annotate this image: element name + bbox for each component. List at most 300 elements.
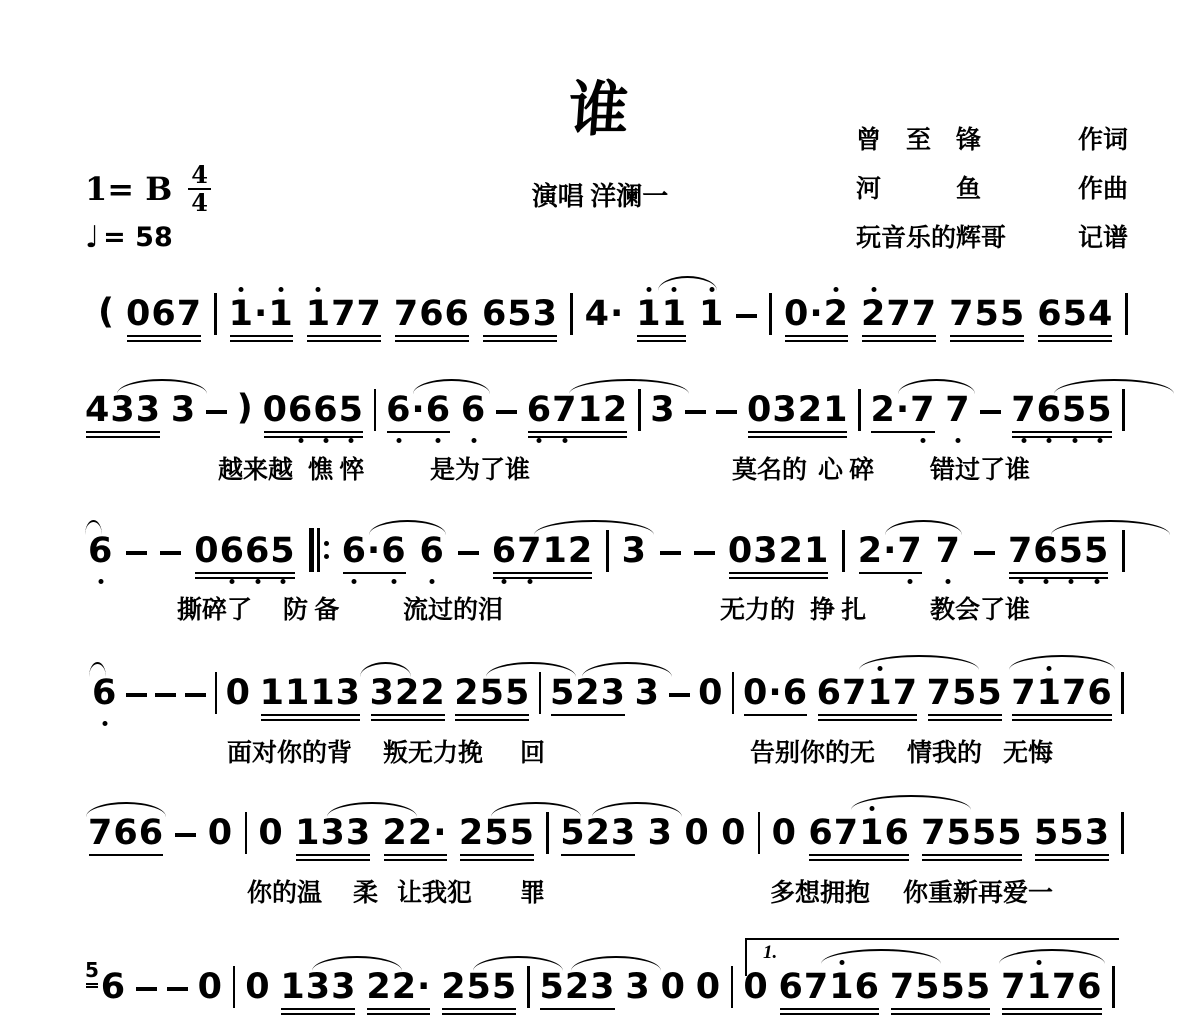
beam-line xyxy=(871,431,934,434)
beam-line xyxy=(442,1013,516,1016)
note-digit: 1 xyxy=(636,297,661,332)
note-digit: 5 xyxy=(1062,294,1088,334)
duration-dash xyxy=(669,693,690,697)
beam-line xyxy=(785,340,848,343)
note-token xyxy=(197,967,224,1019)
octave-dot-below xyxy=(280,579,285,584)
note-digit: 2 xyxy=(382,813,408,853)
note-digit: 7 xyxy=(1011,393,1036,428)
beam-line xyxy=(928,714,1002,717)
note-digit: 5 xyxy=(946,813,972,853)
lyric-segment: 挣 扎 xyxy=(810,597,867,624)
note-digit: 7 xyxy=(833,813,860,853)
note-digit: 6 xyxy=(220,534,245,569)
beam-line xyxy=(891,1008,990,1011)
note-digit: 7 xyxy=(910,393,935,428)
beam-line xyxy=(528,436,627,439)
note-digit: 2 xyxy=(567,531,594,571)
octave-dot-below xyxy=(1094,579,1099,584)
note-digit: 1 xyxy=(823,390,849,430)
note-token xyxy=(861,294,938,346)
note-digit: 7 xyxy=(552,393,577,428)
note-digit: 2 xyxy=(366,967,392,1007)
note-token xyxy=(228,294,294,346)
note-digit: 6 xyxy=(151,294,177,334)
lyric-segment: 莫名的 xyxy=(732,457,808,484)
note-digit: 6 xyxy=(1077,967,1103,1007)
barline xyxy=(233,966,236,1008)
barline xyxy=(214,293,217,335)
note-token xyxy=(382,813,448,865)
note-token xyxy=(1011,390,1113,442)
note-digit: 3 xyxy=(753,531,779,571)
beam-line xyxy=(455,719,529,722)
note-digit: 5 xyxy=(560,813,586,853)
note-digit: 6 xyxy=(1087,673,1113,713)
lyric-segment: 你的温 xyxy=(247,880,323,907)
octave-dot-above xyxy=(316,287,321,292)
note-token xyxy=(625,967,651,1019)
note-token xyxy=(88,531,114,583)
note-digit: 2 xyxy=(778,531,804,571)
beam-line xyxy=(1012,436,1111,439)
note-digit: 5 xyxy=(466,967,492,1007)
note-digit: 0 xyxy=(743,967,769,1007)
note-digit: 5 xyxy=(504,673,531,713)
note-digit: 1 xyxy=(259,673,285,713)
beam-line xyxy=(1012,719,1111,722)
slur-arc xyxy=(89,662,106,677)
note-token xyxy=(539,967,616,1019)
beam-line xyxy=(950,340,1024,343)
notation-line-3 xyxy=(88,528,1125,583)
note-token xyxy=(771,813,798,865)
slur-arc xyxy=(859,655,979,670)
octave-dot-below xyxy=(98,579,103,584)
beam-line xyxy=(460,854,534,857)
beam-line xyxy=(387,431,450,434)
note-digit: 1 xyxy=(577,390,603,430)
note-digit: · xyxy=(768,673,783,713)
note-digit: 5 xyxy=(1033,813,1060,853)
note-digit: 6 xyxy=(245,534,270,569)
note-digit: 6 xyxy=(527,393,552,428)
note-digit: 0 xyxy=(245,967,271,1007)
beam-line xyxy=(127,335,201,338)
note-digit: 4 xyxy=(1087,294,1114,334)
note-digit: 5 xyxy=(999,294,1026,334)
transcriber-name: 玩音乐的辉哥 xyxy=(856,225,1007,252)
octave-dot-below xyxy=(1097,438,1102,443)
note-digit: 0 xyxy=(684,813,710,853)
octave-dot-below xyxy=(502,579,507,584)
beam-line xyxy=(384,859,447,862)
beam-line xyxy=(384,854,447,857)
note-digit: 2 xyxy=(454,673,480,713)
note-token xyxy=(100,967,127,1019)
note-digit: 5 xyxy=(339,393,364,428)
note-token xyxy=(280,967,357,1019)
barline xyxy=(731,966,734,1008)
note-token xyxy=(945,390,971,442)
note-digit: 2 xyxy=(420,673,446,713)
key-label: 1= B xyxy=(85,170,173,208)
note-token xyxy=(721,813,747,865)
duration-dash xyxy=(660,551,681,555)
note-token xyxy=(650,390,676,442)
note-token xyxy=(695,967,722,1019)
lyric-segment: 告别你的无 xyxy=(750,740,876,767)
note-digit: 3 xyxy=(532,294,559,334)
beam-line xyxy=(809,859,908,862)
note-digit: 1 xyxy=(268,297,293,332)
lyric-segment: 憔 悴 xyxy=(308,457,365,484)
note-digit: 5 xyxy=(971,813,998,853)
note-token xyxy=(699,294,725,346)
note-token xyxy=(743,967,769,1019)
note-token xyxy=(441,967,518,1019)
composer-name: 河 鱼 xyxy=(856,176,982,203)
note-token xyxy=(305,294,382,346)
note-digit: 3 xyxy=(369,673,395,713)
lyric-segment: 多想拥抱 xyxy=(770,880,871,907)
note-token xyxy=(660,967,686,1019)
note-digit: 7 xyxy=(949,294,975,334)
note-digit: 3 xyxy=(647,813,673,853)
octave-dot-below xyxy=(230,579,235,584)
note-token xyxy=(816,673,919,725)
note-digit: 2 xyxy=(564,967,591,1007)
note-digit: 7 xyxy=(331,294,357,334)
lyric-segment: 罪 xyxy=(520,880,546,907)
beam-line xyxy=(1035,859,1109,862)
note-digit: 6 xyxy=(1037,294,1063,334)
notation-line-2 xyxy=(85,388,1125,442)
beam-line xyxy=(367,1013,430,1016)
note-digit: 3 xyxy=(1084,813,1111,853)
beam-line xyxy=(748,436,847,439)
beam-line xyxy=(729,577,828,580)
note-digit: 7 xyxy=(176,294,203,334)
note-digit: 3 xyxy=(650,390,676,430)
note-digit: · xyxy=(417,967,432,1007)
note-digit: 5 xyxy=(915,967,941,1007)
performer-line: 演唱 洋澜一 xyxy=(531,182,669,211)
octave-dot-above xyxy=(279,287,284,292)
beam-line xyxy=(460,859,534,862)
note-digit: 5 xyxy=(940,967,966,1007)
note-digit: 3 xyxy=(331,967,357,1007)
phrase-paren: ) xyxy=(236,388,253,428)
note-digit: 1 xyxy=(229,297,254,332)
note-digit: 7 xyxy=(356,294,382,334)
note-digit: 1 xyxy=(1026,970,1051,1005)
note-digit: 3 xyxy=(305,967,332,1007)
note-digit: 7 xyxy=(945,393,970,428)
note-digit: 5 xyxy=(549,673,576,713)
transcriber-role: 记谱 xyxy=(1077,225,1128,252)
octave-dot-below xyxy=(255,579,260,584)
note-digit: 5 xyxy=(509,813,535,853)
note-digit: 0 xyxy=(727,531,754,571)
note-digit: 6 xyxy=(481,294,508,334)
lyric-segment: 防 备 xyxy=(283,597,340,624)
note-token xyxy=(85,390,162,442)
beam-line xyxy=(493,577,592,580)
barline xyxy=(1122,530,1125,572)
note-token xyxy=(126,294,203,346)
note-token xyxy=(727,531,830,583)
note-digit: 1 xyxy=(867,676,892,711)
lyric-segment: 无力的 xyxy=(720,597,796,624)
barline xyxy=(245,812,248,854)
barline xyxy=(1122,389,1125,431)
beam-line xyxy=(371,714,445,717)
note-token xyxy=(857,531,923,583)
barline xyxy=(732,672,735,714)
note-digit: 3 xyxy=(345,813,372,853)
beam-line xyxy=(780,1013,879,1016)
beam-line xyxy=(230,340,293,343)
note-digit: 0 xyxy=(197,967,224,1007)
lyric-segment: 面对你的背 xyxy=(227,740,353,767)
slur-arc xyxy=(851,795,971,810)
note-token xyxy=(419,531,445,583)
note-digit: 6 xyxy=(884,813,910,853)
note-token xyxy=(949,294,1026,346)
lyric-segment: 柔 xyxy=(353,880,379,907)
note-digit: 7 xyxy=(841,673,868,713)
note-digit: 6 xyxy=(854,967,880,1007)
note-token xyxy=(743,673,809,725)
duration-dash xyxy=(167,987,188,991)
beam-line xyxy=(818,714,917,717)
note-digit: · xyxy=(883,531,898,571)
note-digit: 7 xyxy=(936,534,961,569)
lyric-segment: 教会了谁 xyxy=(930,597,1031,624)
note-digit: 2 xyxy=(585,813,611,853)
note-digit: 5 xyxy=(1059,813,1085,853)
note-digit: 7 xyxy=(1051,967,1078,1007)
octave-dot-below xyxy=(562,438,567,443)
note-token xyxy=(258,813,284,865)
grace-note: 5 xyxy=(85,958,99,989)
note-digit: 2 xyxy=(797,390,824,430)
note-digit: 1 xyxy=(699,297,724,332)
octave-dot-below xyxy=(436,438,441,443)
note-digit: 7 xyxy=(926,673,952,713)
note-digit: 1 xyxy=(284,673,311,713)
time-denominator: 4 xyxy=(191,188,208,217)
lyricist-role: 作词 xyxy=(1077,127,1128,154)
barline xyxy=(527,966,530,1008)
octave-dot-below xyxy=(1072,438,1077,443)
duration-dash xyxy=(685,410,706,414)
note-digit: 6 xyxy=(288,393,313,428)
beam-line xyxy=(891,1013,990,1016)
note-digit: 5 xyxy=(1084,534,1109,569)
duration-dash xyxy=(458,551,479,555)
octave-dot-below xyxy=(1018,579,1023,584)
barline xyxy=(1121,812,1124,854)
composer-role: 作曲 xyxy=(1077,176,1128,203)
beam-line xyxy=(261,714,360,717)
note-token xyxy=(194,531,296,583)
beam-line xyxy=(1012,714,1111,717)
note-digit: 3 xyxy=(320,813,346,853)
note-digit: 6 xyxy=(492,534,517,569)
note-token xyxy=(870,390,936,442)
octave-dot-above xyxy=(239,287,244,292)
beam-line xyxy=(307,340,381,343)
note-digit: · xyxy=(433,813,448,853)
octave-dot-below xyxy=(537,438,542,443)
beam-line xyxy=(343,572,406,575)
note-digit: 1 xyxy=(295,813,321,853)
notation-line-4 xyxy=(92,672,1124,725)
time-numerator: 4 xyxy=(188,163,211,190)
note-digit: 3 xyxy=(110,390,136,430)
beam-line xyxy=(86,983,98,985)
octave-dot-above xyxy=(646,287,651,292)
note-digit: 6 xyxy=(461,393,486,428)
beam-line xyxy=(296,854,370,857)
beam-line xyxy=(230,335,293,338)
note-digit: · xyxy=(609,294,625,334)
beam-line xyxy=(442,1008,516,1011)
note-digit: 2 xyxy=(458,813,485,853)
slur-arc xyxy=(1054,379,1174,394)
barline xyxy=(858,389,861,431)
note-token xyxy=(491,531,594,583)
octave-dot-below xyxy=(430,579,435,584)
beam-line xyxy=(1038,335,1112,338)
note-digit: 1 xyxy=(829,970,854,1005)
lyric-segment: 叛无力挽 xyxy=(383,740,484,767)
slur-arc xyxy=(85,520,102,535)
beam-line xyxy=(859,572,922,575)
note-digit: 7 xyxy=(889,967,916,1007)
beam-line xyxy=(637,335,686,338)
duration-dash xyxy=(206,410,227,414)
note-token xyxy=(458,813,535,865)
note-token xyxy=(207,813,234,865)
note-digit: 7 xyxy=(892,673,919,713)
octave-dot-below xyxy=(1021,438,1026,443)
note-digit: 7 xyxy=(1061,673,1088,713)
note-digit: 2 xyxy=(870,390,896,430)
note-digit: 5 xyxy=(974,294,1000,334)
note-digit: 7 xyxy=(1011,673,1037,713)
beam-line xyxy=(127,340,201,343)
note-digit: 0 xyxy=(771,813,798,853)
notation-line-5 xyxy=(88,812,1124,865)
note-digit: 5 xyxy=(977,673,1003,713)
repeat-thin-bar xyxy=(317,528,320,572)
note-digit: 6 xyxy=(778,967,804,1007)
note-token xyxy=(460,390,487,442)
note-token xyxy=(481,294,559,346)
beam-line xyxy=(261,719,360,722)
octave-dot-below xyxy=(323,438,328,443)
note-digit: 7 xyxy=(1001,967,1027,1007)
repeat-thick-bar xyxy=(309,528,314,572)
note-digit: 1 xyxy=(1037,676,1062,711)
beam-line xyxy=(818,719,917,722)
slur-arc xyxy=(86,802,166,817)
note-token xyxy=(808,813,910,865)
note-token xyxy=(889,967,992,1019)
lyric-segment: 回 xyxy=(520,740,546,767)
note-digit: 0 xyxy=(194,531,220,571)
note-token xyxy=(170,390,197,442)
note-token xyxy=(1001,967,1103,1019)
note-token xyxy=(393,294,470,346)
phrase-paren: ( xyxy=(98,292,114,332)
note-digit: 3 xyxy=(634,673,660,713)
note-token xyxy=(386,390,452,442)
beam-line xyxy=(296,859,370,862)
note-digit: 1 xyxy=(803,531,830,571)
beam-line xyxy=(928,719,1002,722)
beam-line xyxy=(1009,577,1108,580)
note-token xyxy=(746,390,849,442)
lyric-segment: 情我的 xyxy=(907,740,983,767)
note-token xyxy=(647,813,673,865)
note-token xyxy=(92,673,118,725)
beam-line xyxy=(862,340,936,343)
note-token xyxy=(634,673,660,725)
note-digit: 5 xyxy=(270,534,295,569)
note-digit: 7 xyxy=(921,813,947,853)
note-digit: 3 xyxy=(625,967,651,1007)
note-token xyxy=(621,531,647,583)
beam-line xyxy=(371,719,445,722)
note-digit: 1 xyxy=(859,816,884,851)
note-digit: 4 xyxy=(584,294,610,334)
lyric-segment: 无悔 xyxy=(1003,740,1054,767)
note-digit: 6 xyxy=(426,393,451,428)
note-digit: 2 xyxy=(575,673,601,713)
tempo-value: = 58 xyxy=(103,222,173,253)
beam-line xyxy=(195,577,294,580)
note-digit: 2 xyxy=(394,673,421,713)
note-token xyxy=(1007,531,1110,583)
note-digit: 7 xyxy=(897,534,922,569)
note-digit: 5 xyxy=(1059,534,1084,569)
song-title: 谁 xyxy=(566,75,634,145)
note-token xyxy=(369,673,446,725)
beam-line xyxy=(748,431,847,434)
octave-dot-below xyxy=(349,438,354,443)
beam-line xyxy=(1002,1008,1101,1011)
duration-dash xyxy=(155,693,176,697)
barline xyxy=(546,812,549,854)
note-token xyxy=(1037,294,1114,346)
barline xyxy=(539,672,542,714)
note-digit: 6 xyxy=(816,673,842,713)
note-token xyxy=(341,531,407,583)
lyric-segment: 你重新再爱一 xyxy=(903,880,1054,907)
lyric-segment: 让我犯 xyxy=(397,880,473,907)
note-digit: 7 xyxy=(911,294,938,334)
note-digit: · xyxy=(809,294,824,334)
lyric-segment: 心 碎 xyxy=(818,457,875,484)
lyric-segment: 是为了谁 xyxy=(430,457,531,484)
beam-line xyxy=(493,572,592,575)
octave-dot-below xyxy=(471,438,476,443)
beam-line xyxy=(307,335,381,338)
